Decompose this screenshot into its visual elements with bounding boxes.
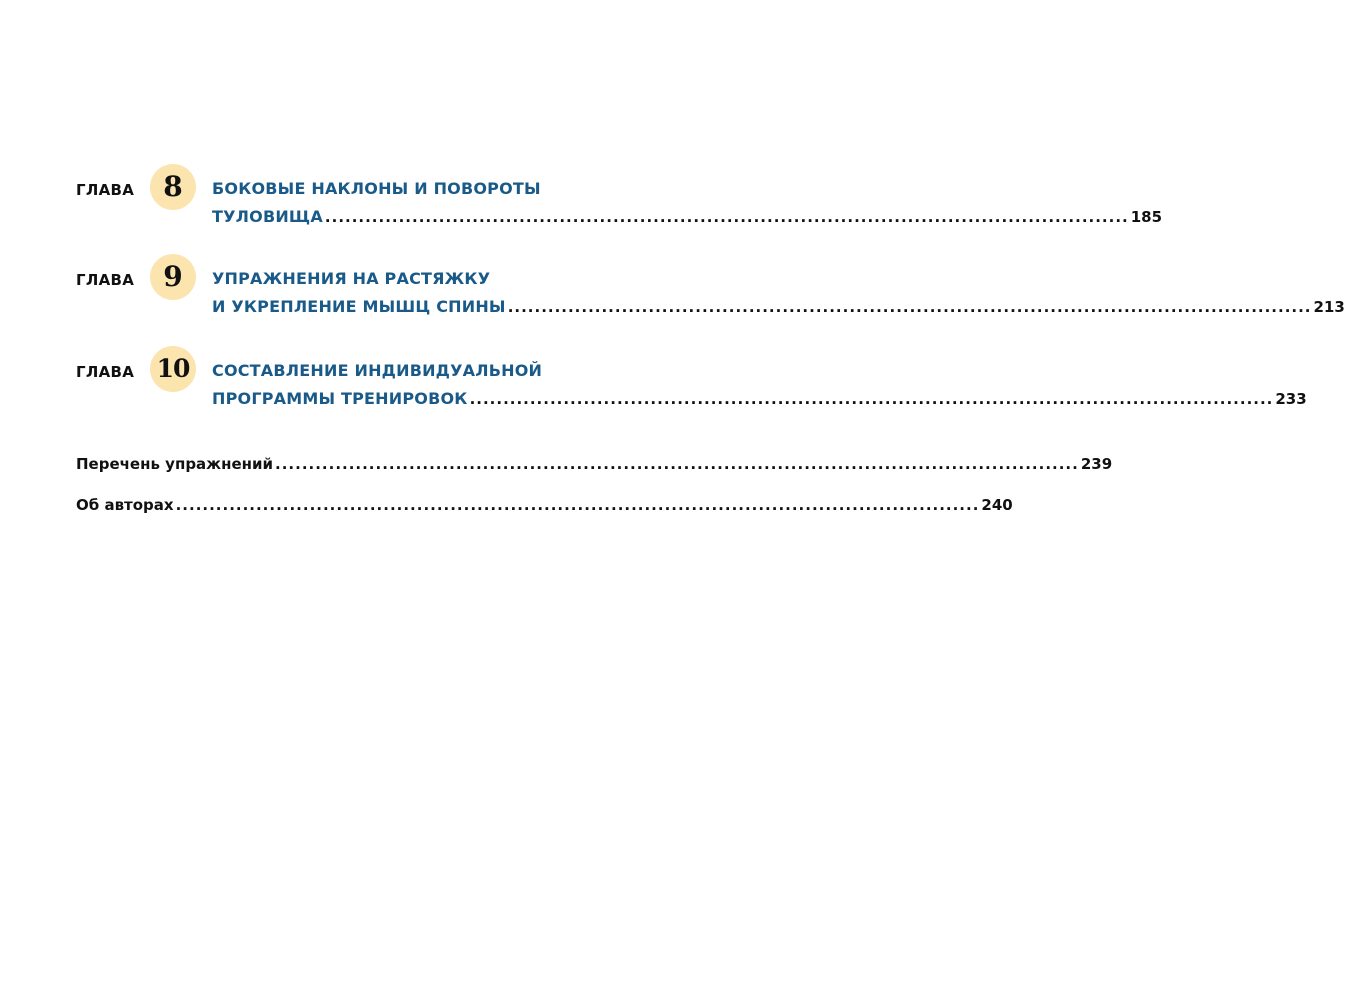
chapter-title-line-1: БОКОВЫЕ НАКЛОНЫ И ПОВОРОТЫ: [212, 179, 541, 198]
chapter-number-badge: [150, 346, 196, 392]
chapter-number: 8: [163, 170, 183, 203]
entry-title: Перечень упражнений: [76, 455, 274, 473]
page-number: 240: [981, 496, 1013, 514]
leader-dots: ........................................................................................................................: [469, 390, 1274, 408]
chapter-title-line-2: И УКРЕПЛЕНИЕ МЫШЦ СПИНЫ: [212, 297, 506, 316]
chapter-title-row: [212, 297, 1345, 316]
chapter-label: ГЛАВА: [76, 181, 135, 199]
chapter-number: 10: [156, 354, 190, 383]
chapter-title-line-2: ПРОГРАММЫ ТРЕНИРОВОК: [212, 389, 468, 408]
leader-dots: ........................................................................................................................: [507, 298, 1312, 316]
chapter-title-row: [212, 207, 1163, 226]
page-number: 233: [1275, 390, 1307, 408]
chapter-number: 9: [163, 260, 183, 293]
page-number: 185: [1130, 208, 1163, 226]
chapter-number-badge: [150, 164, 196, 210]
page-number: 239: [1080, 455, 1113, 473]
toc-entry-exercises[interactable]: [76, 455, 1113, 473]
leader-dots: ........................................................................................................................: [275, 455, 1079, 473]
toc-chapter-8[interactable]: [76, 164, 1163, 244]
page-number: 213: [1313, 298, 1345, 316]
chapter-title-line-2: ТУЛОВИЩА: [212, 207, 323, 226]
toc-entry-authors[interactable]: [76, 496, 1013, 514]
chapter-title-row: [212, 389, 1307, 408]
chapter-title-line-1: СОСТАВЛЕНИЕ ИНДИВИДУАЛЬНОЙ: [212, 361, 543, 380]
chapter-title-line-1: УПРАЖНЕНИЯ НА РАСТЯЖКУ: [212, 269, 491, 288]
toc-chapter-10[interactable]: [76, 346, 1307, 426]
chapter-number-badge: [150, 254, 196, 300]
entry-title: Об авторах: [76, 496, 174, 514]
chapter-label: ГЛАВА: [76, 271, 135, 289]
toc-chapter-9[interactable]: [76, 254, 1345, 334]
leader-dots: ........................................................................................................................: [324, 208, 1129, 226]
chapter-label: ГЛАВА: [76, 363, 135, 381]
leader-dots: ........................................................................................................................: [175, 496, 980, 514]
